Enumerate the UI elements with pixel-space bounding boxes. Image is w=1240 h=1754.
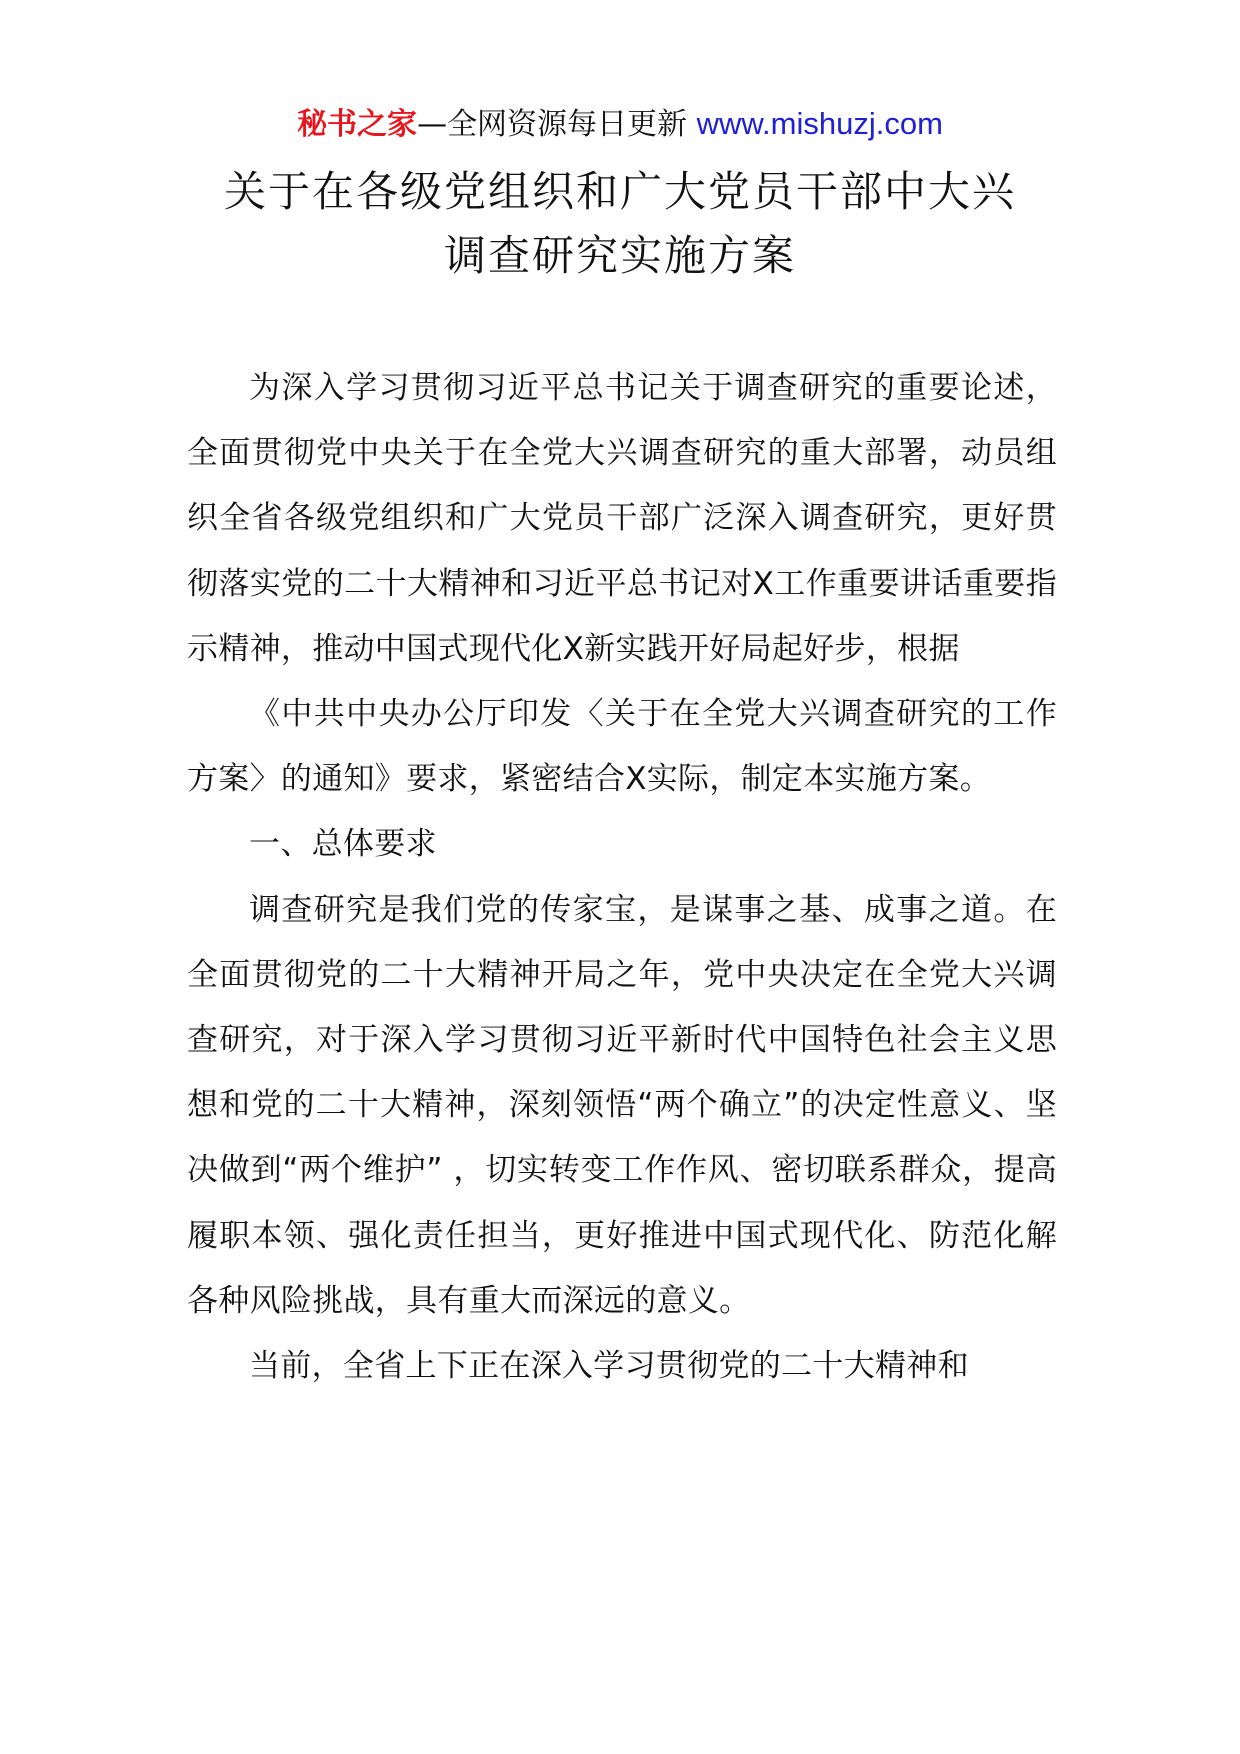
paragraph-significance: 调查研究是我们党的传家宝，是谋事之基、成事之道。在全面贯彻党的二十大精神开局之年，党中央决定在全党大兴调查研究，对于深入学习贯彻习近平新时代中国特色社会主义思想和党的二十大精神，深刻领悟“两个确立”的决定性意义、坚决做到“两个维护” ，切实转变工作作风、密切联系群众，提高履职本领、强化责任担当，更好推进中国式现代化、防范化解各种风险挑战，具有重大而深远的意义。 [187,891,1057,1319]
title-line-2: 调查研究实施方案 [443,231,796,280]
paragraph-current: 当前，全省上下正在深入学习贯彻党的二十大精神和 [249,1348,969,1385]
site-header [0,102,1240,147]
title-line-1: 关于在各级党组织和广大党员干部中大兴 [223,167,1016,216]
site-url-link[interactable]: www.mishuzj.com [696,106,943,141]
paragraph-intro: 为深入学习贯彻习近平总书记关于调查研究的重要论述，全面贯彻党中央关于在全党大兴调查研究的重大部署，动员组织全省各级党组织和广大党员干部广泛深入调查研究，更好贯彻落实党的二十大精神和习近平总书记对X工作重要讲话重要指示精神，推动中国式现代化X新实践开好局起好步，根据 [187,370,1057,667]
document-body [187,356,1057,1399]
brand-name: 秘书之家 [297,107,418,142]
header-tagline: —全网资源每日更新 [417,107,688,142]
document-title [150,160,1090,288]
section-heading-general-requirements: 一、总体要求 [249,826,437,863]
paragraph-basis: 《中共中央办公厅印发〈关于在全党大兴调查研究的工作方案〉的通知》要求，紧密结合X实际，制定本实施方案。 [187,696,1057,798]
